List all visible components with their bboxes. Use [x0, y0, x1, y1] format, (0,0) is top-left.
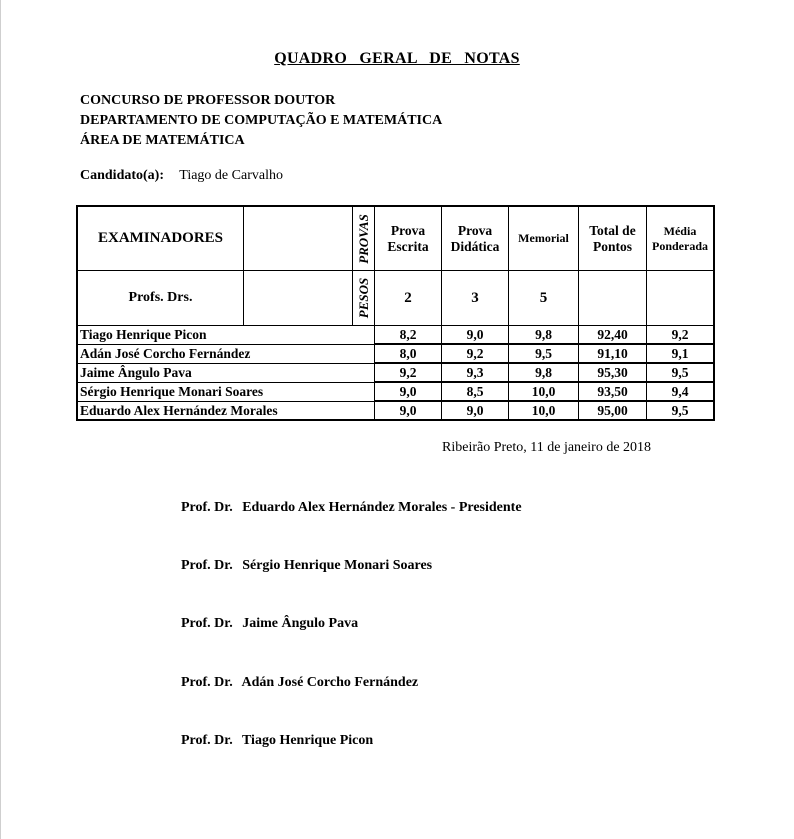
- signature-name: Eduardo Alex Hernández Morales - Presidente: [242, 500, 522, 515]
- grade-didatica: 9,0: [442, 326, 509, 345]
- examiners-header: EXAMINADORES: [77, 206, 244, 271]
- table-row: [77, 326, 714, 345]
- signature-line: [181, 616, 358, 632]
- signature-prefix: Prof. Dr.: [181, 500, 233, 515]
- examiner-name: Sérgio Henrique Monari Soares: [77, 382, 375, 401]
- table-weights-row: [77, 271, 714, 326]
- examiner-name: Eduardo Alex Hernández Morales: [77, 401, 375, 420]
- signature-line: [181, 675, 418, 691]
- table-row: [77, 382, 714, 401]
- candidate-name: Tiago de Carvalho: [179, 168, 283, 183]
- grade-didatica: 9,3: [442, 363, 509, 382]
- examiner-name: Adán José Corcho Fernández: [77, 344, 375, 363]
- col-prova-didatica-line1: Prova: [457, 222, 493, 238]
- grades-table: [76, 205, 715, 421]
- candidate-line: [80, 168, 283, 184]
- weight-total-blank: [579, 271, 647, 326]
- weight-didatica: 3: [442, 271, 509, 326]
- signature-line: [181, 558, 432, 574]
- signature-name: Tiago Henrique Picon: [241, 733, 374, 748]
- col-media-line2: Ponderada: [651, 238, 708, 253]
- grade-media: 9,1: [647, 344, 715, 363]
- grade-memorial: 10,0: [509, 401, 579, 420]
- grade-didatica: 9,0: [442, 401, 509, 420]
- grade-memorial: 10,0: [509, 382, 579, 401]
- signature-name: Jaime Ângulo Pava: [242, 616, 359, 631]
- grade-media: 9,5: [647, 363, 715, 382]
- table-row: [77, 401, 714, 420]
- grade-total: 95,00: [579, 401, 647, 420]
- examiner-name: Tiago Henrique Picon: [77, 326, 375, 345]
- candidate-label: Candidato(a):: [80, 168, 165, 183]
- weight-memorial: 5: [509, 271, 579, 326]
- col-total-line2: Pontos: [592, 238, 632, 254]
- grade-media: 9,2: [647, 326, 715, 345]
- grade-escrita: 8,0: [375, 344, 442, 363]
- pesos-label-cell: [353, 271, 375, 326]
- weights-blank-cell: [244, 271, 353, 326]
- table-header-row: [77, 206, 714, 271]
- grade-escrita: 8,2: [375, 326, 442, 345]
- grade-memorial: 9,8: [509, 326, 579, 345]
- pesos-label: PESOS: [355, 277, 371, 319]
- grade-total: 92,40: [579, 326, 647, 345]
- grade-didatica: 9,2: [442, 344, 509, 363]
- header-line-contest: CONCURSO DE PROFESSOR DOUTOR: [80, 93, 336, 108]
- weight-escrita: 2: [375, 271, 442, 326]
- weight-media-blank: [647, 271, 715, 326]
- grade-escrita: 9,2: [375, 363, 442, 382]
- signature-prefix: Prof. Dr.: [181, 616, 233, 631]
- provas-label: PROVAS: [355, 213, 371, 264]
- grade-total: 91,10: [579, 344, 647, 363]
- col-prova-didatica-line2: Didática: [450, 238, 500, 254]
- document-title: QUADRO GERAL DE NOTAS: [274, 50, 520, 67]
- col-media-line1: Média: [663, 223, 697, 238]
- header-line-department: DEPARTAMENTO DE COMPUTAÇÃO E MATEMÁTICA: [80, 113, 443, 128]
- signature-prefix: Prof. Dr.: [181, 558, 233, 573]
- col-prova-escrita-line1: Prova: [390, 222, 426, 238]
- col-total-line1: Total de: [589, 222, 636, 238]
- table-row: [77, 344, 714, 363]
- col-prova-didatica: [442, 206, 509, 271]
- header-block: [80, 91, 442, 151]
- date-line: Ribeirão Preto, 11 de janeiro de 2018: [442, 440, 652, 455]
- col-prova-escrita-line2: Escrita: [387, 238, 429, 254]
- grade-memorial: 9,5: [509, 344, 579, 363]
- signature-name: Adán José Corcho Fernández: [241, 675, 419, 690]
- grade-total: 95,30: [579, 363, 647, 382]
- header-blank-cell: [244, 206, 353, 271]
- signature-prefix: Prof. Dr.: [181, 733, 233, 748]
- grade-memorial: 9,8: [509, 363, 579, 382]
- grade-media: 9,5: [647, 401, 715, 420]
- grade-escrita: 9,0: [375, 401, 442, 420]
- profs-label: Profs. Drs.: [77, 271, 244, 326]
- examiner-name: Jaime Ângulo Pava: [77, 363, 375, 382]
- table-row: [77, 363, 714, 382]
- signature-prefix: Prof. Dr.: [181, 675, 233, 690]
- signature-name: Sérgio Henrique Monari Soares: [242, 558, 433, 573]
- grade-didatica: 8,5: [442, 382, 509, 401]
- col-memorial: Memorial: [509, 206, 579, 271]
- col-total: [579, 206, 647, 271]
- grade-media: 9,4: [647, 382, 715, 401]
- page-edge: [0, 0, 1, 839]
- grade-escrita: 9,0: [375, 382, 442, 401]
- col-prova-escrita: [375, 206, 442, 271]
- signature-line: [181, 500, 522, 516]
- provas-label-cell: [353, 206, 375, 271]
- grade-total: 93,50: [579, 382, 647, 401]
- col-media: [647, 206, 715, 271]
- header-line-area: ÁREA DE MATEMÁTICA: [80, 133, 245, 148]
- signature-line: [181, 733, 373, 749]
